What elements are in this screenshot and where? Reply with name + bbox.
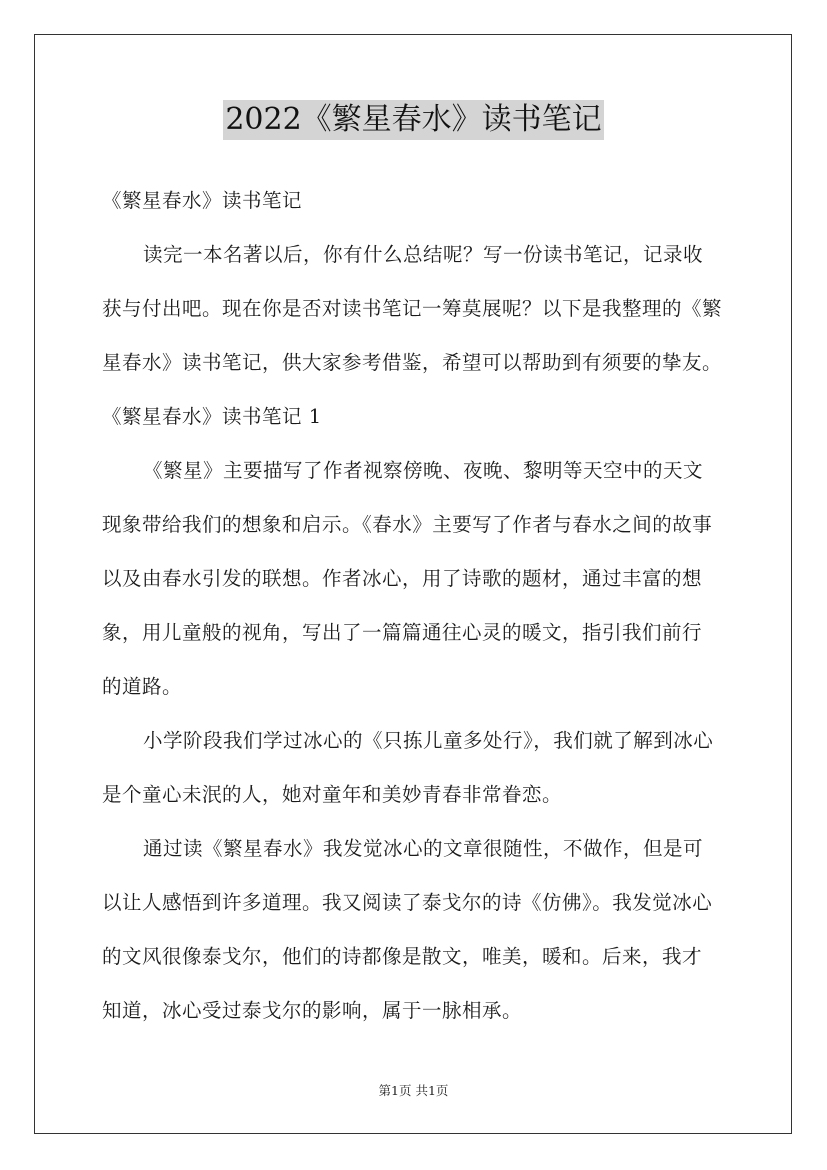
title-container [0, 100, 827, 140]
text-line: 的道路。 [102, 675, 183, 698]
text-line: 象，用儿童般的视角，写出了一篇篇通往心灵的暖文，指引我们前行 [102, 621, 703, 644]
text-line: 的文风很像泰戈尔，他们的诗都像是散文，唯美，暖和。后来，我才 [102, 945, 703, 968]
text-line: 小学阶段我们学过冰心的《只拣儿童多处行》，我们就了解到冰心 [143, 729, 714, 752]
text-line: 是个童心未泯的人，她对童年和美妙青春非常眷恋。 [102, 783, 563, 806]
text-line: 知道，冰心受过泰戈尔的影响，属于一脉相承。 [102, 999, 523, 1022]
text-line: 读完一本名著以后，你有什么总结呢？写一份读书笔记，记录收 [143, 243, 704, 266]
document-title: 2022《繁星春水》读书笔记 [223, 100, 603, 140]
text-line: 《繁星春水》读书笔记 1 [102, 405, 322, 428]
text-line: 星春水》读书笔记，供大家参考借鉴，希望可以帮助到有须要的挚友。 [102, 351, 723, 374]
text-line: 现象带给我们的想象和启示。《春水》主要写了作者与春水之间的故事 [102, 513, 713, 536]
text-line: 以让人感悟到许多道理。我又阅读了泰戈尔的诗《仿佛》。我发觉冰心 [102, 891, 713, 914]
document-body [102, 174, 742, 1038]
text-line: 《繁星》主要描写了作者视察傍晚、夜晚、黎明等天空中的天文 [143, 459, 704, 482]
text-line: 通过读《繁星春水》我发觉冰心的文章很随性，不做作，但是可 [143, 837, 704, 860]
text-line: 以及由春水引发的联想。作者冰心，用了诗歌的题材，通过丰富的想 [102, 567, 703, 590]
text-line: 获与付出吧。现在你是否对读书笔记一筹莫展呢？以下是我整理的《繁 [102, 297, 723, 320]
page-footer: 第1页 共1页 [378, 1083, 449, 1098]
text-line: 《繁星春水》读书笔记 [102, 189, 303, 212]
